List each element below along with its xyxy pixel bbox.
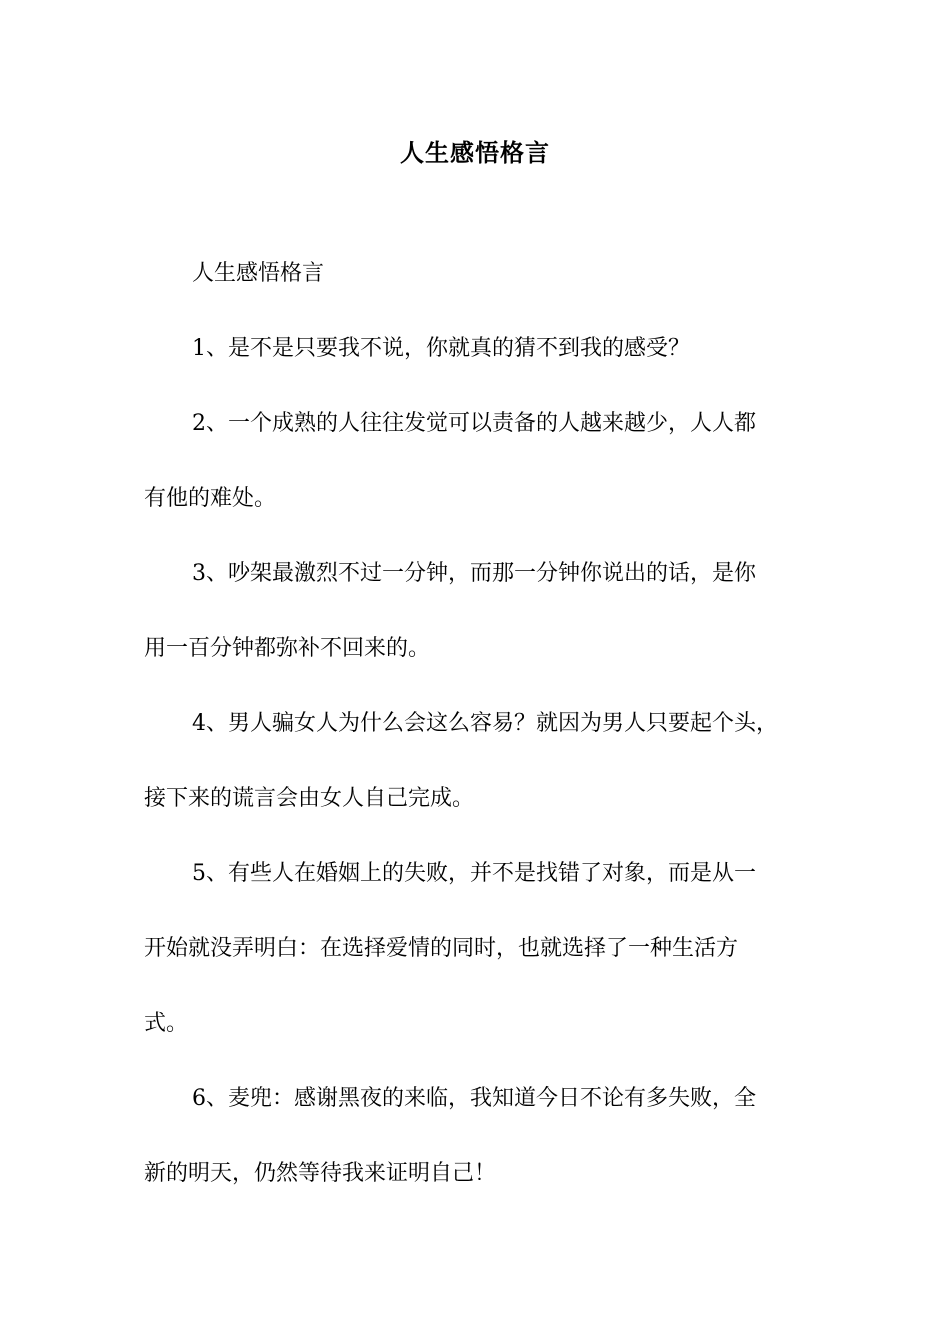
paragraph-3 (144, 555, 808, 667)
paragraph-line: 1、是不是只要我不说，你就真的猜不到我的感受？ (192, 336, 690, 361)
paragraph-line: 6、麦兜：感谢黑夜的来临，我知道今日不论有多失败，全 (192, 1086, 756, 1111)
paragraph-line: 4、男人骗女人为什么会这么容易？就因为男人只要起个头， (192, 711, 778, 736)
paragraph-heading (144, 255, 808, 292)
paragraph-line: 2、一个成熟的人往往发觉可以责备的人越来越少，人人都 (192, 411, 756, 436)
paragraph-line: 式。 (144, 1011, 189, 1036)
document-body (144, 255, 808, 1230)
paragraph-line: 人生感悟格言 (192, 261, 325, 286)
paragraph-line: 有他的难处。 (144, 486, 277, 511)
paragraph-6 (144, 1080, 808, 1192)
document-title: 人生感悟格言 (400, 138, 550, 167)
paragraph-line: 5、有些人在婚姻上的失败，并不是找错了对象，而是从一 (192, 861, 756, 886)
paragraph-4 (144, 705, 808, 817)
paragraph-line: 开始就没弄明白：在选择爱情的同时，也就选择了一种生活方 (144, 936, 739, 961)
paragraph-line: 新的明天，仍然等待我来证明自己！ (144, 1161, 497, 1186)
paragraph-2 (144, 405, 808, 517)
paragraph-line: 用一百分钟都弥补不回来的。 (144, 636, 431, 661)
paragraph-line: 3、吵架最激烈不过一分钟，而那一分钟你说出的话，是你 (192, 561, 756, 586)
paragraph-line: 接下来的谎言会由女人自己完成。 (144, 786, 475, 811)
paragraph-5 (144, 855, 808, 1042)
paragraph-1 (144, 330, 808, 367)
